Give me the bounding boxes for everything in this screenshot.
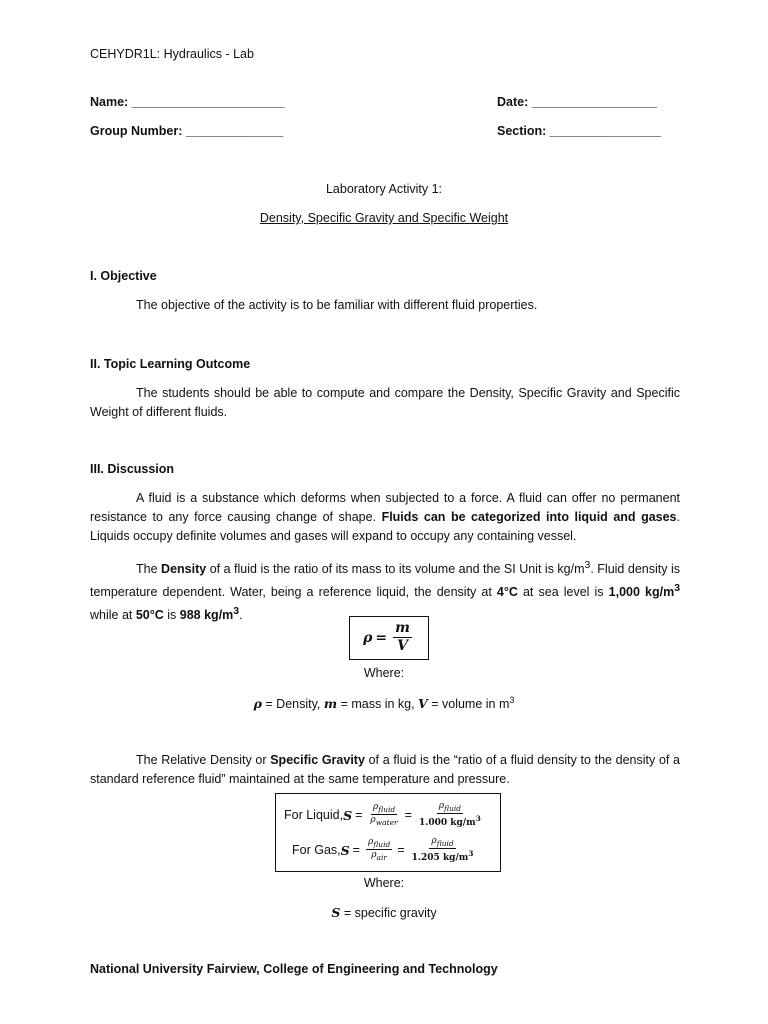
liquid-formula: For Liquid, S = $\frac{\rho_{fluid}}{\rho_{water}}$ = $\frac{\rho_{fluid}}{1.000 kg/m^3}$ bbox=[284, 800, 481, 828]
where-label-2: Where: bbox=[363, 876, 405, 890]
specific-gravity-formula-box bbox=[275, 793, 501, 872]
footer-institution: National University Fairview, College of Engineering and Technology bbox=[90, 962, 498, 976]
discussion-heading: III. Discussion bbox=[90, 462, 175, 476]
outcome-text: The students should be able to compute and compare the Density, Specific Gravity and Specific Weight of different fluids. bbox=[90, 386, 680, 419]
course-title: CEHYDR1L: Hydraulics - Lab bbox=[90, 47, 254, 61]
gas-formula: For Gas, S = $\frac{\rho_{fluid}}{\rho_{air}}$ = $\frac{\rho_{fluid}}{1.205 kg/m^3}$ bbox=[292, 835, 474, 863]
discussion-paragraph-3: The Relative Density or Specific Gravity of a fluid is the “ratio of a fluid density to the density of a standard reference fluid” maintained at the same temperature and pressure. bbox=[90, 753, 680, 786]
density-definition: ρ = Density, m = mass in kg, V = volume in $m^3$ bbox=[253, 695, 515, 712]
specific-gravity-definition: S = specific gravity bbox=[331, 905, 437, 920]
section-field[interactable]: Section: ________________ bbox=[497, 124, 662, 138]
objective-heading: I. Objective bbox=[90, 269, 157, 283]
activity-subtitle: Density, Specific Gravity and Specific Weight bbox=[259, 211, 509, 225]
name-field[interactable]: Name: ______________________ bbox=[90, 95, 285, 109]
density-formula-box bbox=[349, 616, 429, 660]
objective-text: The objective of the activity is to be familiar with different fluid properties. bbox=[136, 298, 538, 312]
date-field[interactable]: Date: __________________ bbox=[497, 95, 657, 109]
density-formula: ρ = $\frac{m}{V}$ bbox=[363, 620, 410, 654]
outcome-heading: II. Topic Learning Outcome bbox=[90, 357, 251, 371]
discussion-paragraph-2: The Density of a fluid is the ratio of its mass to its volume and the SI Unit is $kg/m^3$. Fluid density is temperature dependent. Water, being a reference liquid, the density at 4°C at sea level is 1,000 $kg/m^3$ while at 50°C is 988 $kg/m^3$. bbox=[90, 560, 681, 623]
activity-title: Laboratory Activity 1: bbox=[325, 182, 443, 196]
where-label-1: Where: bbox=[363, 666, 405, 680]
group-number-field[interactable]: Group Number: ______________ bbox=[90, 124, 284, 138]
discussion-paragraph-1: A fluid is a substance which deforms when subjected to a force. A fluid can offer no permanent resistance to any force causing change of shape. Fluids can be categorized into liquid and gases. Liquids occupy definite volumes and gases will expand to occupy any containing vessel. bbox=[90, 491, 680, 543]
